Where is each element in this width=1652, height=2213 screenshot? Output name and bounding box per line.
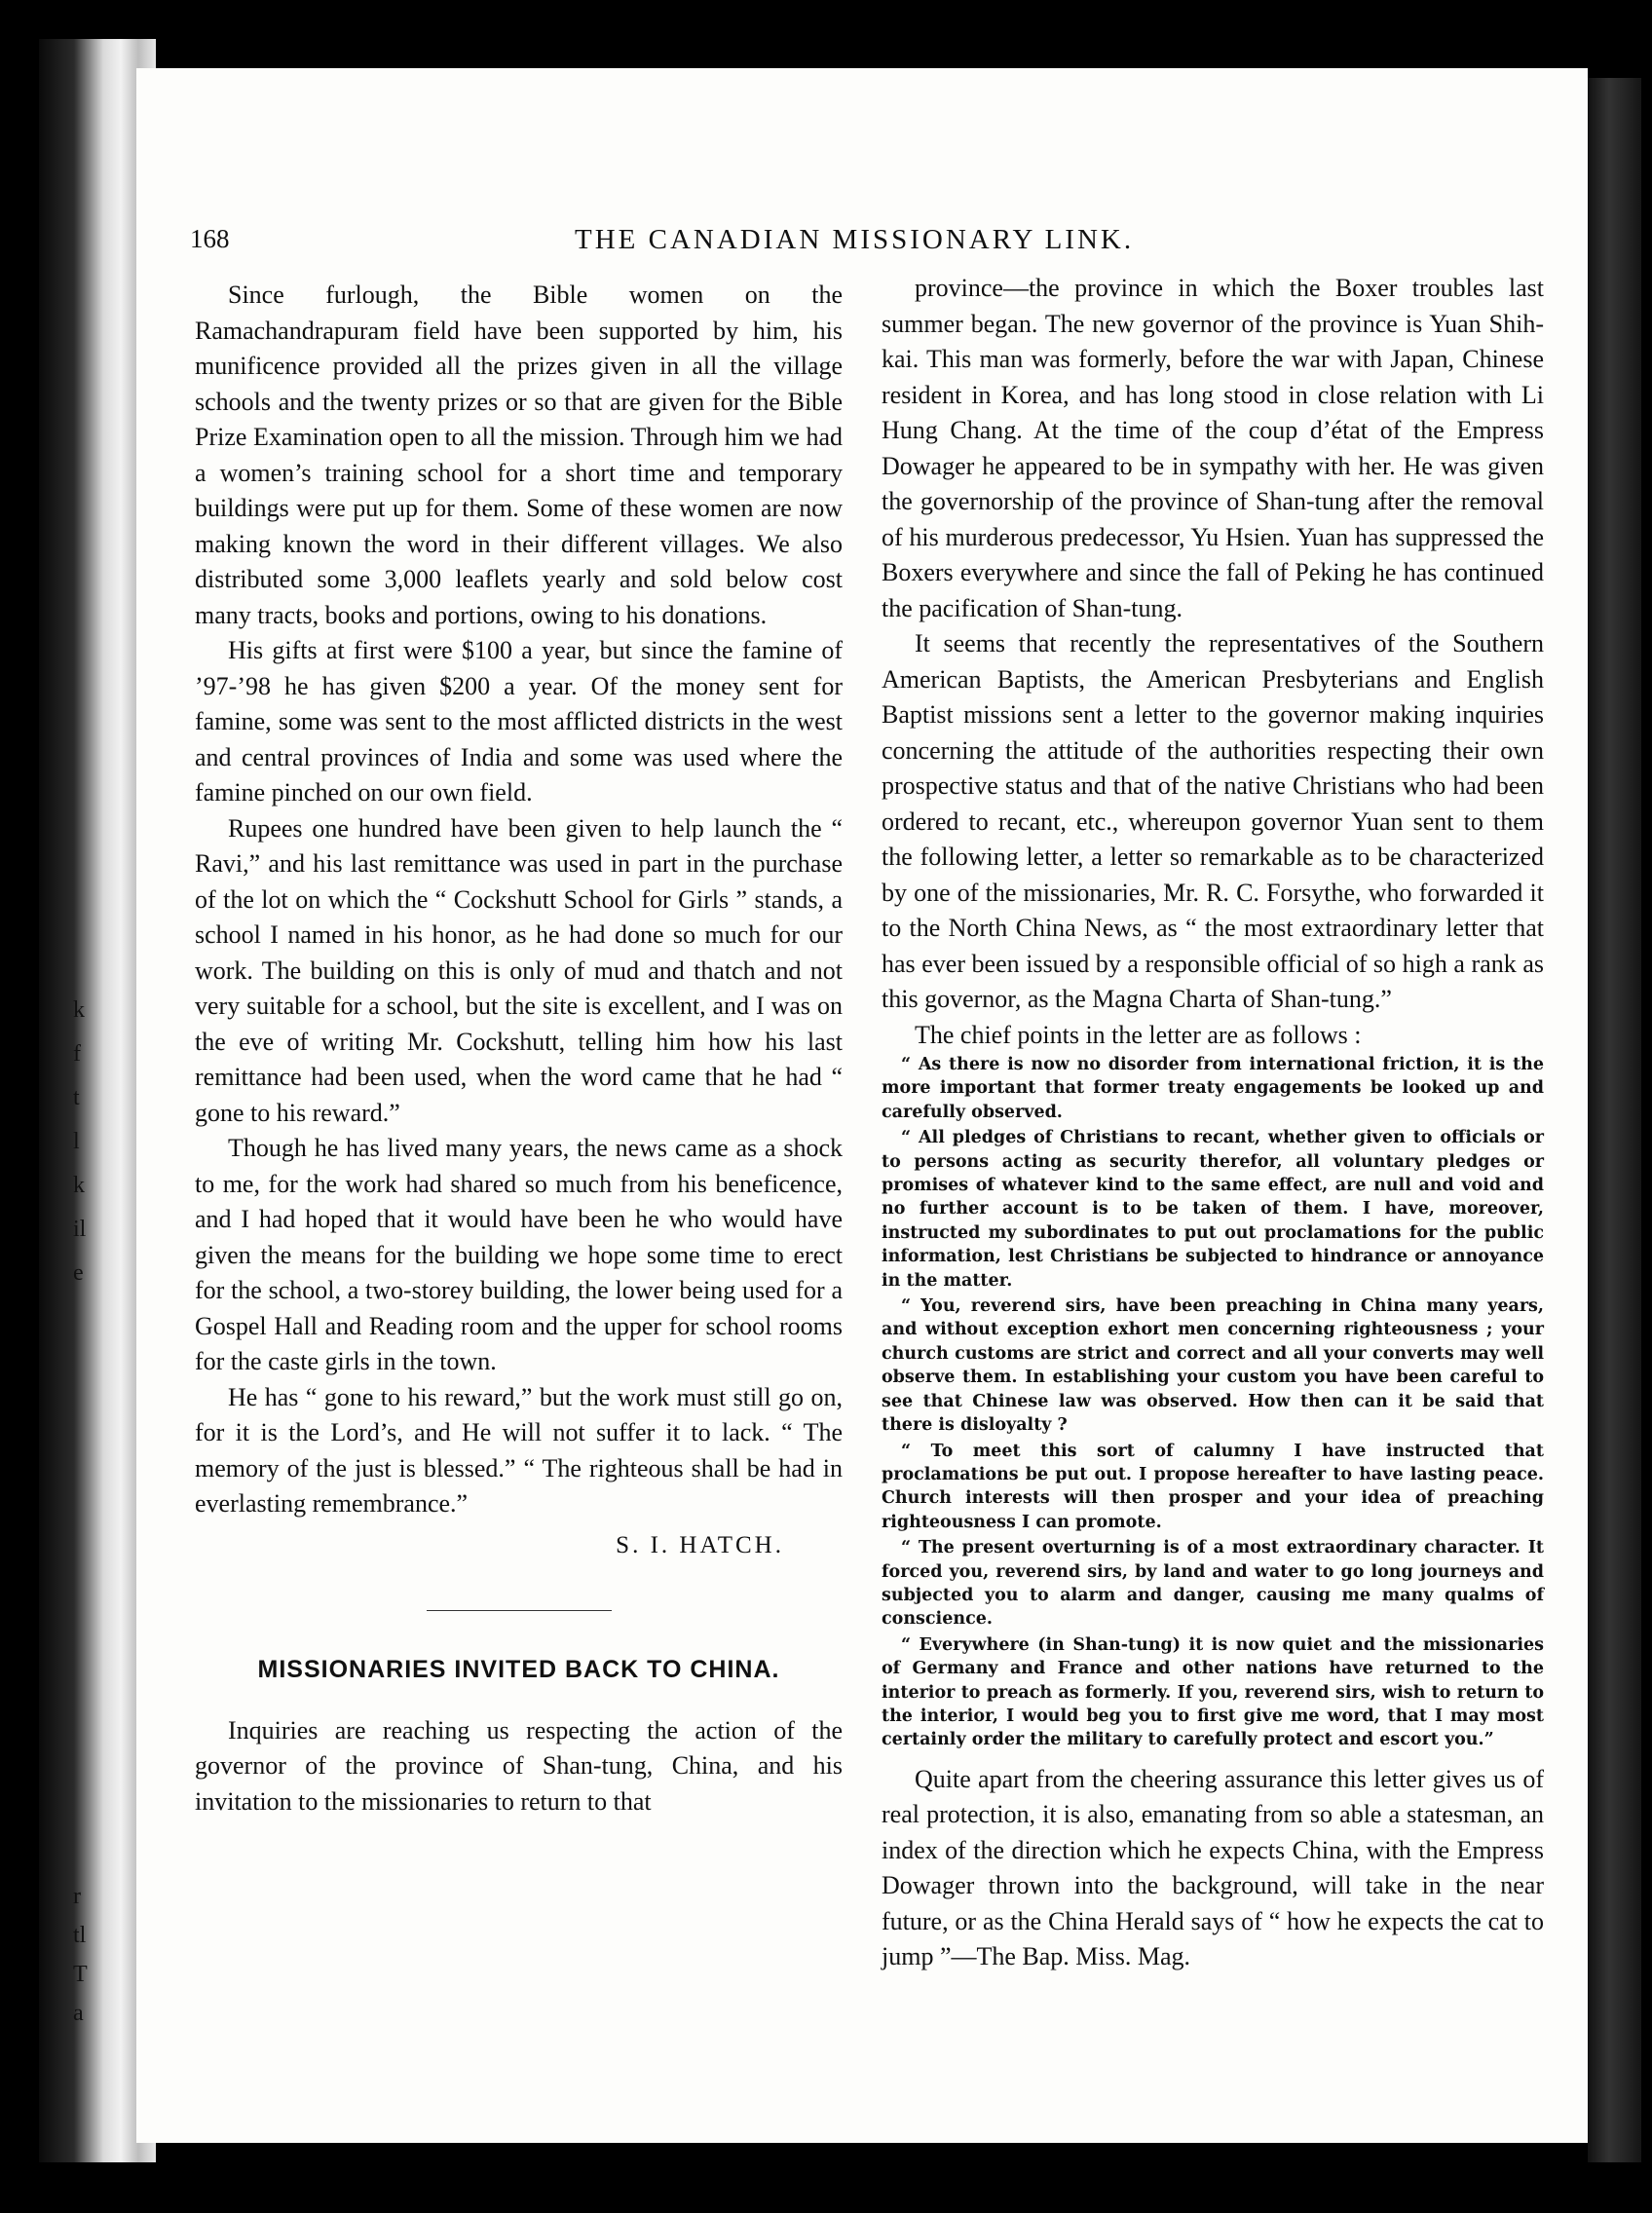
binding-edge-letter: tl [73, 1923, 87, 1948]
binding-edge-letter: k [73, 1173, 85, 1198]
quote-paragraph: “ The present overturning is of a most extraordinary character. It forced you, reverend sirs, by land and water to go long journeys and subjected you to alarm and danger, causing me many qualms of conscience. [882, 1538, 1544, 1630]
binding-edge-letter: r [73, 1884, 81, 1909]
quote-paragraph: “ To meet this sort of calumny I have instructed that proclamations be put out. I propose hereafter to have lasting peace. Church interests will then prosper and your idea of preaching righteousness I can promote. [882, 1441, 1544, 1532]
right-column [882, 271, 1544, 1975]
quoted-letter [882, 1053, 1544, 1752]
paragraph: Rupees one hundred have been given to help launch the “ Ravi,” and his last remittance was used in part in the purchase of the lot on which the “ Cockshutt School for Girls ” stands, a school I named in his honor, as he had done so much for our work. The building on this is only of mud and thatch and not very suitable for a school, but the site is excellent, and I was on the eve of writing Mr. Cockshutt, telling him how his last remittance had been used, when the word came that he had “ gone to his reward.” [195, 813, 843, 1127]
author-signature: S. I. HATCH. [616, 1531, 784, 1558]
quote-paragraph: “ You, reverend sirs, have been preaching in China many years, and without exception exhort men concerning righteousness ; your church customs are strict and correct and all your converts may well observe them. In establishing your custom you have been careful to see that Chinese law was observed. How then can it be said that there is disloyalty ? [882, 1296, 1544, 1436]
page-number: 168 [190, 224, 230, 253]
section-heading: MISSIONARIES INVITED BACK TO CHINA. [257, 1656, 780, 1683]
binding-edge-letter: f [73, 1041, 81, 1067]
document-page [136, 68, 1588, 2143]
binding-edge-letter: e [73, 1260, 84, 1286]
page-shadow [1588, 78, 1641, 2162]
paragraph: Quite apart from the cheering assurance this letter gives us of real protection, it is also, emanating from so able a statesman, an index of the direction which he expects China, with the Empress Dowager thrown into the background, will take in the near future, or as the China Herald says of “ how he expects the cat to jump ”—The Bap. Miss. Mag. [882, 1764, 1544, 1971]
paragraph: Since furlough, the Bible women on the Ramachandrapuram field have been supported by him, his munificence provided all the prizes given in all the village schools and the twenty prizes or so that are given for the Bible Prize Examination open to all the mission. Through him we had a women’s training school for a short time and temporary buildings were put up for them. Some of these women are now making known the word in their different villages. We also distributed some 3,000 leaflets yearly and sold below cost many tracts, books and portions, owing to his donations. [195, 281, 843, 629]
paragraph: province—the province in which the Boxer troubles last summer began. The new governor of the province is Yuan Shih-kai. This man was formerly, before the war with Japan, Chinese resident in Korea, and has long stood in close relation with Li Hung Chang. At the time of the coup d’état of the Empress Dowager he appeared to be in sympathy with her. He was given the governorship of the province of Shan-tung after the removal of his murderous predecessor, Yu Hsien. Yuan has suppressed the Boxers everywhere and since the fall of Peking he has continued the pacification of Shan-tung. [882, 274, 1544, 622]
binding-edge-letter: t [73, 1085, 80, 1110]
paragraph: His gifts at first were $100 a year, but since the famine of ’97-’98 he has given $200 a year. Of the money sent for famine, some was sent to the most afflicted districts in the west and central provinces of India and some was used where the famine pinched on our own field. [195, 636, 843, 806]
page-header [136, 224, 1588, 263]
paragraph: It seems that recently the representatives of the Southern American Baptists, the American Presbyterians and English Baptist missions sent a letter to the governor making inquiries concerning the attitude of the authorities respecting their own prospective status and that of the native Christians who had been ordered to recant, etc., whereupon governor Yuan sent to them the following letter, a letter so remarkable as to be characterized by one of the missionaries, Mr. R. C. Forsythe, who forwarded it to the North China News, as “ the most extraordinary letter that has ever been issued by a responsible official of so high a rank as this governor, as the Magna Charta of Shan-tung.” [882, 629, 1544, 1013]
binding-edge-letter: l [73, 1129, 80, 1154]
binding-edge-letter: a [73, 2001, 84, 2026]
journal-title: THE CANADIAN MISSIONARY LINK. [575, 224, 1135, 255]
paragraph: Inquiries are reaching us respecting the action of the governor of the province of Shan-tung, China, and his invitation to the missionaries to return to that [195, 1715, 843, 1816]
paragraph: Though he has lived many years, the news came as a shock to me, for the work had shared so much from his beneficence, and I had hoped that it would have been he who would have given the means for the building we hope some time to erect for the school, a two-storey building, the lower being used for a Gospel Hall and Reading room and the upper for school rooms for the caste girls in the town. [195, 1134, 843, 1375]
section-divider [427, 1610, 612, 1611]
quote-paragraph: “ As there is now no disorder from international friction, it is the more important that former treaty engagements be looked up and carefully observed. [882, 1055, 1544, 1122]
quote-paragraph: “ All pledges of Christians to recant, whether given to officials or to persons acting as security therefor, all voluntary pledges or promises of whatever kind to the same effect, are null and void and no further account is to be taken of them. I have, moreover, instructed my subordinates to put out proclamations for the public information, lest Christians be subjected to hindrance or annoyance in the matter. [882, 1128, 1544, 1291]
paragraph: He has “ gone to his reward,” but the work must still go on, for it is the Lord’s, and He will not suffer it to lack. “ The memory of the just is blessed.” “ The righteous shall be had in everlasting remembrance.” [195, 1382, 843, 1518]
binding-edge-letter: T [73, 1962, 88, 1987]
binding-edge-letter: k [73, 997, 85, 1023]
binding-edge-letter: il [73, 1217, 87, 1242]
quote-paragraph: “ Everywhere (in Shan-tung) it is now quiet and the missionaries of Germany and France and other nations have returned to the interior to preach as formerly. If you, reverend sirs, wish to return to the interior, I would beg you to first give me word, that I may most certainly order the military to carefully protect and escort you.” [882, 1634, 1544, 1750]
left-column [195, 278, 843, 1819]
paragraph: The chief points in the letter are as follows : [915, 1020, 1362, 1049]
